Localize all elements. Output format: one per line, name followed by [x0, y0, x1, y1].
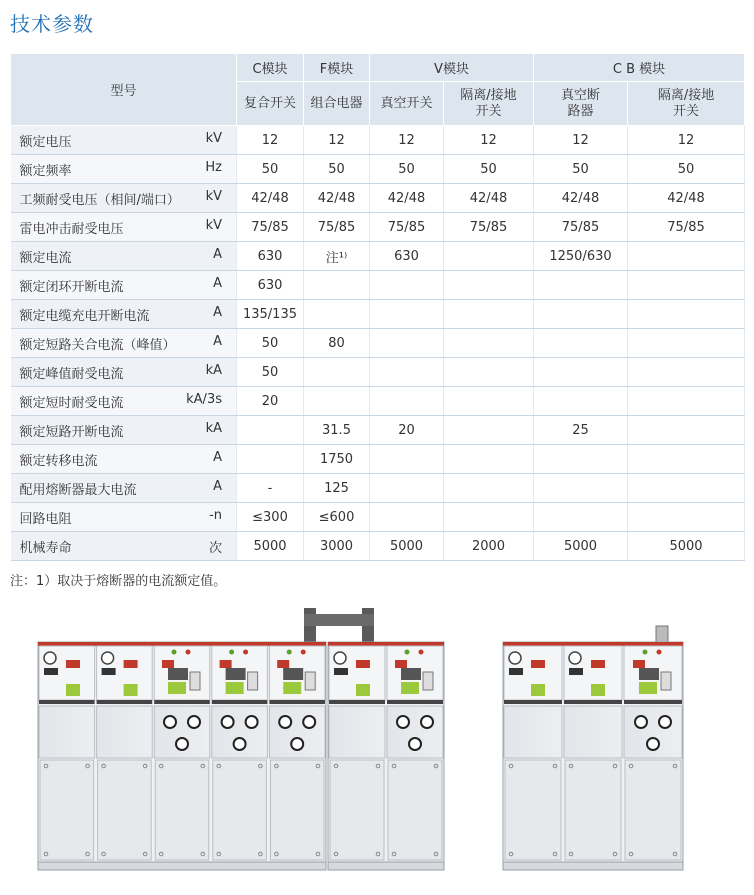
busbar-strip — [39, 700, 95, 704]
subcol-header: 真空开关 — [370, 82, 444, 126]
value-cell: 75/85 — [237, 213, 304, 242]
value-cell — [304, 358, 370, 387]
footnote: 注：1）取决于熔断器的电流额定值。 — [10, 574, 227, 589]
value-cell — [444, 474, 534, 503]
label-plate — [277, 660, 289, 668]
subcol-header: 组合电器 — [304, 82, 370, 126]
value-cell — [628, 503, 745, 532]
table-row — [11, 184, 745, 213]
table-row — [11, 474, 745, 503]
label-plate — [66, 660, 80, 668]
value-cell: 2000 — [444, 532, 534, 561]
logo-icon — [44, 652, 56, 664]
operating-hole-icon — [234, 738, 246, 750]
operating-hole-icon — [291, 738, 303, 750]
display-icon — [44, 668, 58, 675]
busbar-strip — [624, 700, 682, 704]
value-cell: ≤300 — [237, 503, 304, 532]
table-row — [11, 445, 745, 474]
mimic-diagram — [226, 668, 246, 680]
value-cell — [534, 358, 628, 387]
value-cell — [370, 300, 444, 329]
param-label: 工频耐受电压（相间/端口） kV — [11, 184, 237, 213]
cabinet-base — [328, 862, 444, 870]
value-cell — [304, 271, 370, 300]
led-icon — [287, 650, 292, 655]
value-cell: 25 — [534, 416, 628, 445]
value-cell — [444, 387, 534, 416]
value-cell — [534, 387, 628, 416]
value-cell — [444, 503, 534, 532]
busbar-strip — [329, 700, 385, 704]
mechanism-panel — [39, 706, 95, 758]
value-cell — [444, 271, 534, 300]
mechanism-panel — [504, 706, 562, 758]
mechanism-panel — [329, 706, 385, 758]
param-unit: kA — [205, 420, 222, 436]
logo-icon — [334, 652, 346, 664]
value-cell: 12 — [628, 126, 745, 155]
value-cell — [628, 300, 745, 329]
value-cell: 50 — [304, 155, 370, 184]
param-unit: kA — [205, 362, 222, 378]
value-cell: 1750 — [304, 445, 370, 474]
handle-slot — [248, 672, 258, 690]
led-icon — [243, 650, 248, 655]
table-row — [11, 155, 745, 184]
value-cell: 12 — [237, 126, 304, 155]
cabinet-base — [503, 862, 683, 870]
handle-slot — [423, 672, 433, 690]
operating-hole-icon — [279, 716, 291, 728]
table-row — [11, 126, 745, 155]
value-cell — [628, 474, 745, 503]
indicator-icon — [124, 684, 138, 696]
param-unit: kA/3s — [186, 391, 222, 407]
mechanism-panel — [564, 706, 622, 758]
value-cell: - — [237, 474, 304, 503]
cabinet-top-strip — [503, 642, 683, 646]
cabinet-base — [38, 862, 326, 870]
value-cell: 12 — [370, 126, 444, 155]
param-unit: A — [213, 246, 222, 262]
param-unit: kV — [205, 130, 222, 146]
value-cell — [534, 271, 628, 300]
group-header-c: C模块 — [237, 54, 304, 82]
label-plate — [531, 660, 545, 668]
param-unit: kV — [205, 188, 222, 204]
value-cell: 50 — [237, 155, 304, 184]
value-cell: 12 — [534, 126, 628, 155]
value-cell: 50 — [370, 155, 444, 184]
logo-icon — [509, 652, 521, 664]
value-cell — [370, 503, 444, 532]
value-cell — [628, 445, 745, 474]
led-icon — [229, 650, 234, 655]
value-cell: 75/85 — [534, 213, 628, 242]
param-label: 额定短时耐受电流 kA/3s — [11, 387, 237, 416]
value-cell: 42/48 — [444, 184, 534, 213]
led-icon — [405, 650, 410, 655]
mimic-diagram — [168, 668, 188, 680]
value-cell: 42/48 — [370, 184, 444, 213]
handle-slot — [305, 672, 315, 690]
value-cell — [370, 445, 444, 474]
value-cell — [534, 329, 628, 358]
value-cell: 50 — [534, 155, 628, 184]
value-cell: 135/135 — [237, 300, 304, 329]
indicator-icon — [591, 684, 605, 696]
operating-hole-icon — [164, 716, 176, 728]
param-label: 额定电缆充电开断电流 A — [11, 300, 237, 329]
operating-hole-icon — [188, 716, 200, 728]
operating-hole-icon — [409, 738, 421, 750]
value-cell: 75/85 — [304, 213, 370, 242]
param-unit: -n — [209, 507, 222, 523]
mimic-diagram — [283, 668, 303, 680]
value-cell: 80 — [304, 329, 370, 358]
table-row — [11, 416, 745, 445]
value-cell — [237, 416, 304, 445]
subcol-header: 真空断 路器 — [534, 82, 628, 126]
value-cell — [304, 387, 370, 416]
param-label: 机械寿命 次 — [11, 532, 237, 561]
handle-slot — [661, 672, 671, 690]
value-cell — [444, 445, 534, 474]
mimic-diagram — [401, 668, 421, 680]
value-cell — [534, 300, 628, 329]
indicator-icon — [356, 684, 370, 696]
param-unit: A — [213, 333, 222, 349]
value-cell — [628, 416, 745, 445]
led-icon — [419, 650, 424, 655]
value-cell — [628, 358, 745, 387]
cabinet-top-strip — [38, 642, 326, 646]
group-header-cb: C B 模块 — [534, 54, 745, 82]
cable-door — [330, 760, 384, 860]
table-row — [11, 387, 745, 416]
value-cell: 50 — [444, 155, 534, 184]
value-cell: 注¹⁾ — [304, 242, 370, 271]
param-label: 额定电流 A — [11, 242, 237, 271]
cabinet-top-strip — [328, 642, 444, 646]
value-cell — [370, 474, 444, 503]
value-cell: 5000 — [534, 532, 628, 561]
value-cell: 42/48 — [237, 184, 304, 213]
display-icon — [509, 668, 523, 675]
value-cell: 42/48 — [534, 184, 628, 213]
param-label: 额定电压 kV — [11, 126, 237, 155]
operating-hole-icon — [421, 716, 433, 728]
operating-hole-icon — [176, 738, 188, 750]
led-icon — [643, 650, 648, 655]
group-header-f: F模块 — [304, 54, 370, 82]
busbar-strip — [97, 700, 153, 704]
value-cell: 1250/630 — [534, 242, 628, 271]
table-row — [11, 503, 745, 532]
value-cell — [370, 387, 444, 416]
table-row — [11, 329, 745, 358]
logo-icon — [102, 652, 114, 664]
subcol-header: 隔离/接地 开关 — [628, 82, 745, 126]
subcol-header: 复合开关 — [237, 82, 304, 126]
operating-hole-icon — [647, 738, 659, 750]
value-cell — [370, 271, 444, 300]
table-row — [11, 358, 745, 387]
param-label: 额定峰值耐受电流 kA — [11, 358, 237, 387]
handle-slot — [190, 672, 200, 690]
indicator-icon — [226, 682, 244, 694]
value-cell: 20 — [237, 387, 304, 416]
value-cell: 75/85 — [370, 213, 444, 242]
indicator-icon — [531, 684, 545, 696]
value-cell: 50 — [237, 358, 304, 387]
param-label: 额定频率 Hz — [11, 155, 237, 184]
operating-hole-icon — [222, 716, 234, 728]
value-cell — [444, 242, 534, 271]
value-cell: 42/48 — [304, 184, 370, 213]
value-cell: 630 — [370, 242, 444, 271]
value-cell: 3000 — [304, 532, 370, 561]
display-icon — [334, 668, 348, 675]
cable-door — [388, 760, 442, 860]
indicator-icon — [401, 682, 419, 694]
busbar-strip — [504, 700, 562, 704]
led-icon — [186, 650, 191, 655]
param-unit: A — [213, 478, 222, 494]
subcol-header: 隔离/接地 开关 — [444, 82, 534, 126]
param-unit: kV — [205, 217, 222, 233]
cable-door — [270, 760, 324, 860]
display-icon — [569, 668, 583, 675]
indicator-icon — [283, 682, 301, 694]
param-label: 回路电阻 -n — [11, 503, 237, 532]
value-cell: 20 — [370, 416, 444, 445]
table-row — [11, 271, 745, 300]
busbar-strip — [154, 700, 210, 704]
indicator-icon — [639, 682, 657, 694]
param-label: 配用熔断器最大电流 A — [11, 474, 237, 503]
bus-connector — [304, 614, 374, 626]
value-cell: 630 — [237, 242, 304, 271]
cable-door — [40, 760, 94, 860]
param-label: 额定转移电流 A — [11, 445, 237, 474]
table-row — [11, 242, 745, 271]
param-unit: A — [213, 304, 222, 320]
busbar-strip — [212, 700, 268, 704]
label-plate — [633, 660, 645, 668]
led-icon — [657, 650, 662, 655]
mechanism-panel — [97, 706, 153, 758]
value-cell — [237, 445, 304, 474]
param-label: 额定短路关合电流（峰值） A — [11, 329, 237, 358]
table-row — [11, 532, 745, 561]
value-cell: 5000 — [628, 532, 745, 561]
display-icon — [102, 668, 116, 675]
label-plate — [220, 660, 232, 668]
param-unit: A — [213, 449, 222, 465]
value-cell — [444, 416, 534, 445]
operating-hole-icon — [659, 716, 671, 728]
spec-table — [10, 53, 745, 561]
value-cell: ≤600 — [304, 503, 370, 532]
value-cell — [370, 358, 444, 387]
led-icon — [172, 650, 177, 655]
cable-door — [213, 760, 267, 860]
value-cell — [444, 329, 534, 358]
logo-icon — [569, 652, 581, 664]
value-cell: 630 — [237, 271, 304, 300]
value-cell: 125 — [304, 474, 370, 503]
param-label: 额定闭环开断电流 A — [11, 271, 237, 300]
value-cell — [534, 474, 628, 503]
value-cell: 50 — [237, 329, 304, 358]
param-unit: 次 — [208, 540, 222, 556]
param-unit: Hz — [205, 159, 222, 175]
group-header-v: V模块 — [370, 54, 534, 82]
top-accessory — [656, 626, 668, 642]
value-cell: 5000 — [370, 532, 444, 561]
value-cell — [534, 503, 628, 532]
value-cell: 75/85 — [444, 213, 534, 242]
value-cell: 31.5 — [304, 416, 370, 445]
label-plate — [124, 660, 138, 668]
value-cell — [444, 358, 534, 387]
mimic-diagram — [639, 668, 659, 680]
value-cell: 42/48 — [628, 184, 745, 213]
table-row — [11, 300, 745, 329]
value-cell — [534, 445, 628, 474]
busbar-strip — [269, 700, 325, 704]
table-row — [11, 213, 745, 242]
cable-door — [625, 760, 681, 860]
label-plate — [591, 660, 605, 668]
label-plate — [395, 660, 407, 668]
page-title: 技术参数 — [10, 12, 94, 36]
label-plate — [162, 660, 174, 668]
value-cell — [444, 300, 534, 329]
operating-hole-icon — [246, 716, 258, 728]
cable-door — [565, 760, 621, 860]
indicator-icon — [168, 682, 186, 694]
value-cell: 12 — [304, 126, 370, 155]
busbar-strip — [564, 700, 622, 704]
operating-hole-icon — [303, 716, 315, 728]
busbar-strip — [387, 700, 443, 704]
value-cell — [628, 242, 745, 271]
value-cell — [628, 329, 745, 358]
value-cell — [628, 387, 745, 416]
operating-hole-icon — [635, 716, 647, 728]
indicator-icon — [66, 684, 80, 696]
param-label: 雷电冲击耐受电压 kV — [11, 213, 237, 242]
cable-door — [155, 760, 209, 860]
value-cell: 50 — [628, 155, 745, 184]
cable-door — [98, 760, 152, 860]
value-cell — [304, 300, 370, 329]
value-cell: 75/85 — [628, 213, 745, 242]
value-cell: 12 — [444, 126, 534, 155]
value-cell: 5000 — [237, 532, 304, 561]
type-header: 型号 — [11, 54, 237, 126]
value-cell — [628, 271, 745, 300]
param-unit: A — [213, 275, 222, 291]
value-cell — [370, 329, 444, 358]
param-label: 额定短路开断电流 kA — [11, 416, 237, 445]
switchgear-illustration — [0, 600, 754, 890]
cable-door — [505, 760, 561, 860]
label-plate — [356, 660, 370, 668]
led-icon — [301, 650, 306, 655]
operating-hole-icon — [397, 716, 409, 728]
